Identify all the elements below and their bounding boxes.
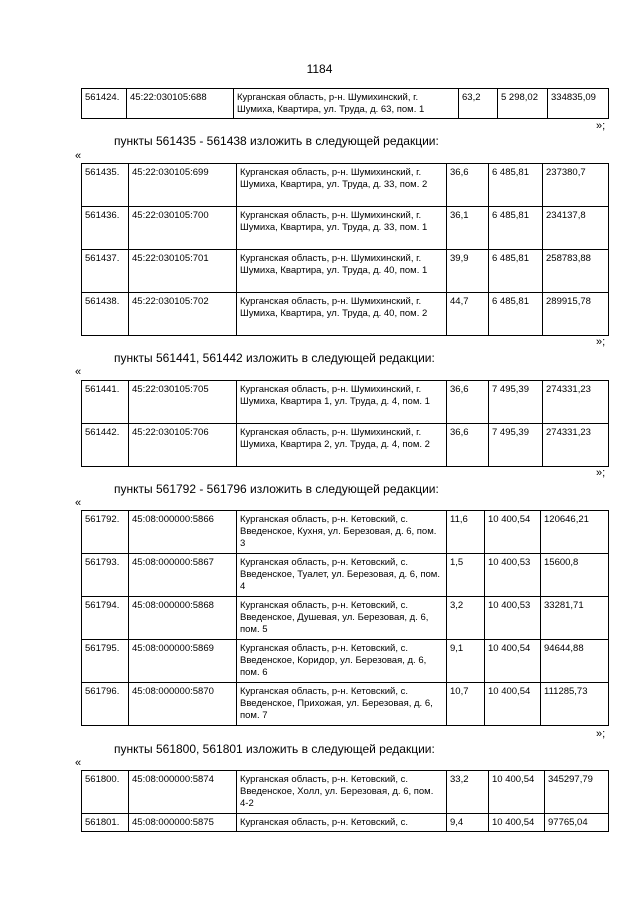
cell-rate: 7 495,39 [489,381,543,424]
cell-area: 36,6 [447,424,489,467]
table-row [82,424,609,467]
cell-number: 561792. [82,511,129,554]
cell-value: 258783,88 [543,250,609,293]
cell-address: Курганская область, р-н. Шумихинский, г. Шумиха, Квартира 2, ул. Труда, д. 4, пом. 2 [237,424,447,467]
table-row [82,207,609,250]
opening-quote: « [75,757,82,769]
cell-rate: 10 400,53 [485,597,541,640]
cell-rate: 10 400,54 [485,683,541,726]
record-table [81,770,609,832]
cell-address: Курганская область, р-н. Кетовский, с. Введенское, Туалет, ул. Березовая, д. 6, пом. 4 [237,554,447,597]
cell-number: 561437. [82,250,129,293]
amendment-heading: пункты 561435 - 561438 изложить в следующей редакции: [114,134,439,148]
cell-address: Курганская область, р-н. Шумихинский, г. Шумиха, Квартира, ул. Труда, д. 40, пом. 2 [237,293,447,336]
table-row [82,164,609,207]
cell-value: 237380,7 [543,164,609,207]
cell-cadastral: 45:22:030105:705 [129,381,237,424]
opening-quote: « [75,497,82,509]
table-row [82,89,609,119]
cell-address: Курганская область, р-н. Кетовский, с. Введенское, Кухня, ул. Березовая, д. 6, пом. 3 [237,511,447,554]
cell-rate: 6 485,81 [489,207,543,250]
cell-number: 561436. [82,207,129,250]
table-row [82,381,609,424]
cell-rate: 10 400,53 [485,554,541,597]
cell-value: 334835,09 [548,89,609,119]
cell-address: Курганская область, р-н. Шумихинский, г. Шумиха, Квартира 1, ул. Труда, д. 4, пом. 1 [237,381,447,424]
closing-quote: »; [596,336,606,348]
cell-area: 36,1 [447,207,489,250]
cell-value: 120646,21 [541,511,609,554]
cell-area: 44,7 [447,293,489,336]
cell-number: 561438. [82,293,129,336]
cell-rate: 7 495,39 [489,424,543,467]
cell-rate: 6 485,81 [489,250,543,293]
cell-address: Курганская область, р-н. Кетовский, с. Введенское, Коридор, ул. Березовая, д. 6, пом. 6 [237,640,447,683]
table-row [82,771,609,814]
cell-address: Курганская область, р-н. Кетовский, с. Введенское, Душевая, ул. Березовая, д. 6, пом. 5 [237,597,447,640]
table-row [82,293,609,336]
cell-value: 234137,8 [543,207,609,250]
table-row [82,597,609,640]
page-number: 1184 [306,62,333,76]
cell-address: Курганская область, р-н. Кетовский, с. Введенское, Холл, ул. Березовая, д. 6, пом. 4-2 [237,771,447,814]
cell-value: 111285,73 [541,683,609,726]
cell-area: 36,6 [447,164,489,207]
cell-area: 63,2 [459,89,498,119]
cell-value: 274331,23 [543,381,609,424]
closing-quote: »; [596,728,606,740]
cell-area: 1,5 [447,554,485,597]
cell-cadastral: 45:22:030105:699 [129,164,237,207]
cell-value: 289915,78 [543,293,609,336]
cell-number: 561800. [82,771,129,814]
closing-quote: »; [596,467,606,479]
cell-area: 9,4 [447,814,489,832]
amendment-heading: пункты 561792 - 561796 изложить в следующей редакции: [114,482,439,496]
cell-number: 561796. [82,683,129,726]
cell-number: 561795. [82,640,129,683]
table-row [82,511,609,554]
cell-cadastral: 45:22:030105:700 [129,207,237,250]
table-row [82,554,609,597]
amendment-heading: пункты 561800, 561801 изложить в следующей редакции: [114,742,435,756]
cell-cadastral: 45:22:030105:688 [127,89,234,119]
cell-cadastral: 45:08:000000:5875 [129,814,237,832]
cell-rate: 10 400,54 [485,511,541,554]
cell-value: 345297,79 [545,771,609,814]
cell-value: 33281,71 [541,597,609,640]
cell-rate: 10 400,54 [489,771,545,814]
cell-area: 9,1 [447,640,485,683]
cell-area: 3,2 [447,597,485,640]
cell-number: 561435. [82,164,129,207]
cell-rate: 5 298,02 [498,89,548,119]
opening-quote: « [75,366,82,378]
cell-rate: 10 400,54 [489,814,545,832]
cell-address: Курганская область, р-н. Шумихинский, г. Шумиха, Квартира, ул. Труда, д. 33, пом. 1 [237,207,447,250]
cell-cadastral: 45:08:000000:5867 [129,554,237,597]
record-table [81,163,609,336]
cell-rate: 6 485,81 [489,293,543,336]
cell-value: 274331,23 [543,424,609,467]
cell-value: 15600,8 [541,554,609,597]
cell-number: 561793. [82,554,129,597]
cell-address: Курганская область, р-н. Кетовский, с. Введенское, Прихожая, ул. Березовая, д. 6, пом. 7 [237,683,447,726]
cell-number: 561794. [82,597,129,640]
cell-cadastral: 45:08:000000:5870 [129,683,237,726]
cell-area: 10,7 [447,683,485,726]
record-table [81,88,609,119]
cell-rate: 10 400,54 [485,640,541,683]
table-row [82,814,609,832]
table-row [82,640,609,683]
cell-number: 561801. [82,814,129,832]
cell-number: 561441. [82,381,129,424]
table-row [82,250,609,293]
record-table [81,380,609,467]
cell-rate: 6 485,81 [489,164,543,207]
cell-cadastral: 45:08:000000:5869 [129,640,237,683]
cell-cadastral: 45:22:030105:706 [129,424,237,467]
table-row [82,683,609,726]
cell-address: Курганская область, р-н. Кетовский, с. [237,814,447,832]
cell-number: 561424. [82,89,127,119]
cell-cadastral: 45:08:000000:5874 [129,771,237,814]
amendment-heading: пункты 561441, 561442 изложить в следующей редакции: [114,351,435,365]
cell-area: 33,2 [447,771,489,814]
record-table [81,510,609,726]
cell-number: 561442. [82,424,129,467]
cell-address: Курганская область, р-н. Шумихинский, г. Шумиха, Квартира, ул. Труда, д. 63, пом. 1 [234,89,459,119]
cell-cadastral: 45:22:030105:701 [129,250,237,293]
cell-area: 39,9 [447,250,489,293]
cell-cadastral: 45:08:000000:5868 [129,597,237,640]
cell-address: Курганская область, р-н. Шумихинский, г. Шумиха, Квартира, ул. Труда, д. 40, пом. 1 [237,250,447,293]
cell-value: 97765,04 [545,814,609,832]
cell-cadastral: 45:08:000000:5866 [129,511,237,554]
cell-area: 36,6 [447,381,489,424]
cell-cadastral: 45:22:030105:702 [129,293,237,336]
cell-area: 11,6 [447,511,485,554]
cell-address: Курганская область, р-н. Шумихинский, г. Шумиха, Квартира, ул. Труда, д. 33, пом. 2 [237,164,447,207]
cell-value: 94644,88 [541,640,609,683]
opening-quote: « [75,150,82,162]
closing-quote: »; [596,120,606,132]
